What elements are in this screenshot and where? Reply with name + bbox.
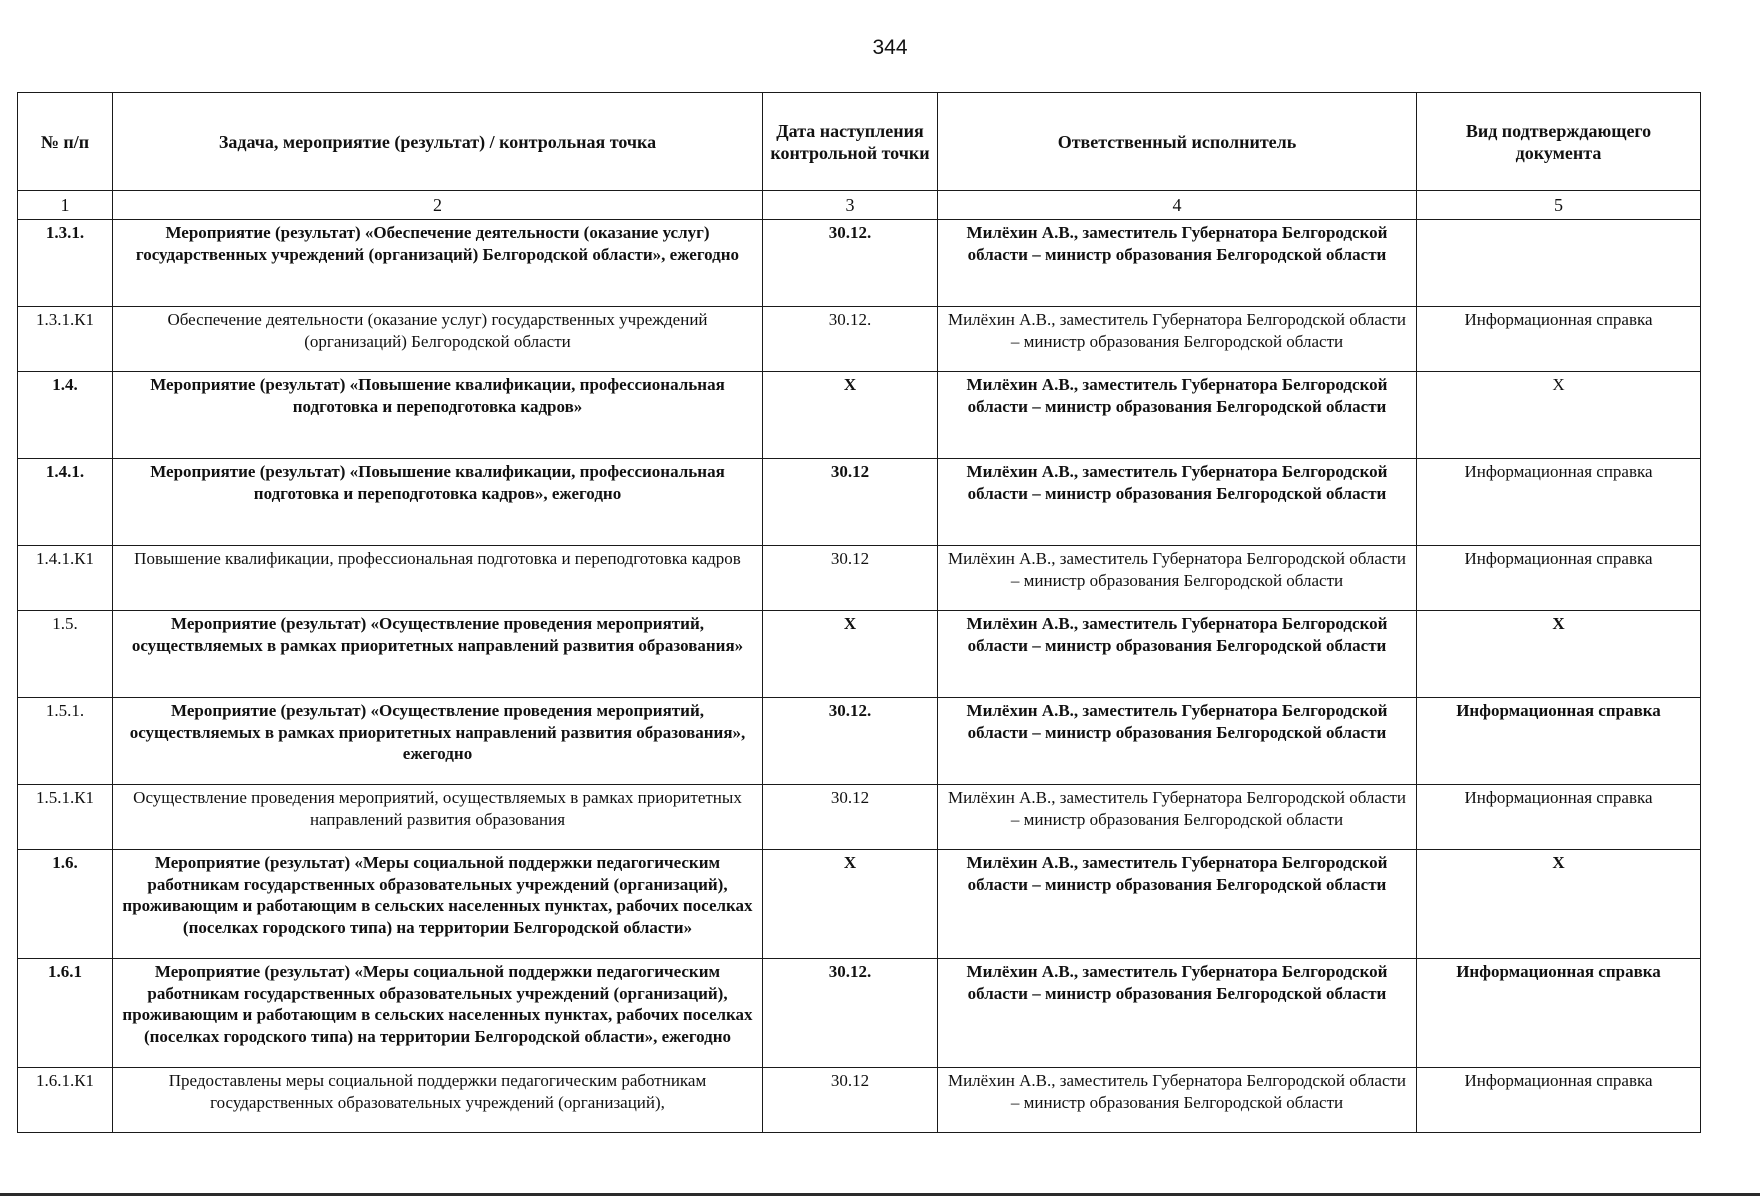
task-cell: Предоставлены меры социальной поддержки педагогическим работникам государственных образовательных учреждений (организаций), <box>113 1068 763 1133</box>
task-cell: Мероприятие (результат) «Меры социальной поддержки педагогическим работникам государственных образовательных учреждений (организаций), проживающим и работающим в сельских населенных пунктах, рабочих поселках (поселках городского типа) на территории Белгородской области» <box>113 850 763 959</box>
task-cell: Мероприятие (результат) «Осуществление проведения мероприятий, осуществляемых в рамках приоритетных направлений развития образования» <box>113 611 763 698</box>
responsible-cell: Милёхин А.В., заместитель Губернатора Белгородской области – министр образования Белгородской области <box>938 307 1417 372</box>
task-cell: Мероприятие (результат) «Меры социальной поддержки педагогическим работникам государственных образовательных учреждений (организаций), проживающим и работающим в сельских населенных пунктах, рабочих поселках (поселках городского типа) на территории Белгородской области», ежегодно <box>113 959 763 1068</box>
table-header-row <box>18 93 1701 191</box>
column-number-row <box>18 191 1701 220</box>
document-cell: Информационная справка <box>1417 459 1701 546</box>
date-cell: 30.12. <box>763 307 938 372</box>
row-number-cell: 1.5. <box>18 611 113 698</box>
date-cell: 30.12 <box>763 785 938 850</box>
table-row <box>18 698 1701 785</box>
responsible-cell: Милёхин А.В., заместитель Губернатора Белгородской области – министр образования Белгородской области <box>938 611 1417 698</box>
header-responsible: Ответственный исполнитель <box>938 93 1417 191</box>
date-cell: 30.12 <box>763 546 938 611</box>
task-cell: Мероприятие (результат) «Повышение квалификации, профессиональная подготовка и переподготовка кадров», ежегодно <box>113 459 763 546</box>
row-number-cell: 1.5.1. <box>18 698 113 785</box>
date-cell: Х <box>763 611 938 698</box>
task-cell: Мероприятие (результат) «Повышение квалификации, профессиональная подготовка и переподготовка кадров» <box>113 372 763 459</box>
date-cell: 30.12 <box>763 459 938 546</box>
row-number-cell: 1.6. <box>18 850 113 959</box>
document-cell: Информационная справка <box>1417 698 1701 785</box>
task-cell: Мероприятие (результат) «Обеспечение деятельности (оказание услуг) государственных учреждений (организаций) Белгородской области», ежегодно <box>113 220 763 307</box>
document-cell: Информационная справка <box>1417 785 1701 850</box>
task-cell: Повышение квалификации, профессиональная подготовка и переподготовка кадров <box>113 546 763 611</box>
date-cell: Х <box>763 372 938 459</box>
table-row <box>18 307 1701 372</box>
date-cell: 30.12. <box>763 698 938 785</box>
document-cell: Информационная справка <box>1417 1068 1701 1133</box>
task-cell: Мероприятие (результат) «Осуществление проведения мероприятий, осуществляемых в рамках приоритетных направлений развития образования», ежегодно <box>113 698 763 785</box>
responsible-cell: Милёхин А.В., заместитель Губернатора Белгородской области – министр образования Белгородской области <box>938 959 1417 1068</box>
table-row <box>18 959 1701 1068</box>
table-row <box>18 1068 1701 1133</box>
table-row <box>18 850 1701 959</box>
document-cell <box>1417 220 1701 307</box>
responsible-cell: Милёхин А.В., заместитель Губернатора Белгородской области – министр образования Белгородской области <box>938 1068 1417 1133</box>
table-body <box>18 191 1701 1133</box>
responsible-cell: Милёхин А.В., заместитель Губернатора Белгородской области – министр образования Белгородской области <box>938 698 1417 785</box>
table-row <box>18 546 1701 611</box>
header-number: № п/п <box>18 93 113 191</box>
responsible-cell: Милёхин А.В., заместитель Губернатора Белгородской области – министр образования Белгородской области <box>938 850 1417 959</box>
row-number-cell: 1.5.1.К1 <box>18 785 113 850</box>
column-number: 3 <box>763 191 938 220</box>
header-document: Вид подтверждающего документа <box>1417 93 1701 191</box>
date-cell: 30.12 <box>763 1068 938 1133</box>
document-cell: Информационная справка <box>1417 546 1701 611</box>
document-cell: Х <box>1417 372 1701 459</box>
date-cell: 30.12. <box>763 959 938 1068</box>
responsible-cell: Милёхин А.В., заместитель Губернатора Белгородской области – министр образования Белгородской области <box>938 785 1417 850</box>
document-cell: Х <box>1417 611 1701 698</box>
task-cell: Осуществление проведения мероприятий, осуществляемых в рамках приоритетных направлений развития образования <box>113 785 763 850</box>
column-number: 2 <box>113 191 763 220</box>
table-row <box>18 372 1701 459</box>
header-task: Задача, мероприятие (результат) / контрольная точка <box>113 93 763 191</box>
table-row <box>18 220 1701 307</box>
document-cell: Информационная справка <box>1417 959 1701 1068</box>
date-cell: 30.12. <box>763 220 938 307</box>
row-number-cell: 1.4.1. <box>18 459 113 546</box>
row-number-cell: 1.6.1.К1 <box>18 1068 113 1133</box>
header-date: Дата наступления контрольной точки <box>763 93 938 191</box>
table-row <box>18 785 1701 850</box>
control-points-table <box>17 92 1701 1133</box>
task-cell: Обеспечение деятельности (оказание услуг) государственных учреждений (организаций) Белгородской области <box>113 307 763 372</box>
responsible-cell: Милёхин А.В., заместитель Губернатора Белгородской области – министр образования Белгородской области <box>938 372 1417 459</box>
responsible-cell: Милёхин А.В., заместитель Губернатора Белгородской области – министр образования Белгородской области <box>938 546 1417 611</box>
table-row <box>18 459 1701 546</box>
document-cell: Х <box>1417 850 1701 959</box>
column-number: 4 <box>938 191 1417 220</box>
row-number-cell: 1.4. <box>18 372 113 459</box>
row-number-cell: 1.4.1.К1 <box>18 546 113 611</box>
row-number-cell: 1.3.1.К1 <box>18 307 113 372</box>
column-number: 1 <box>18 191 113 220</box>
column-number: 5 <box>1417 191 1701 220</box>
responsible-cell: Милёхин А.В., заместитель Губернатора Белгородской области – министр образования Белгородской области <box>938 459 1417 546</box>
document-cell: Информационная справка <box>1417 307 1701 372</box>
row-number-cell: 1.6.1 <box>18 959 113 1068</box>
row-number-cell: 1.3.1. <box>18 220 113 307</box>
table-row <box>18 611 1701 698</box>
date-cell: Х <box>763 850 938 959</box>
responsible-cell: Милёхин А.В., заместитель Губернатора Белгородской области – министр образования Белгородской области <box>938 220 1417 307</box>
page-number: 344 <box>872 36 908 59</box>
page-bottom-rule <box>0 1193 1760 1196</box>
